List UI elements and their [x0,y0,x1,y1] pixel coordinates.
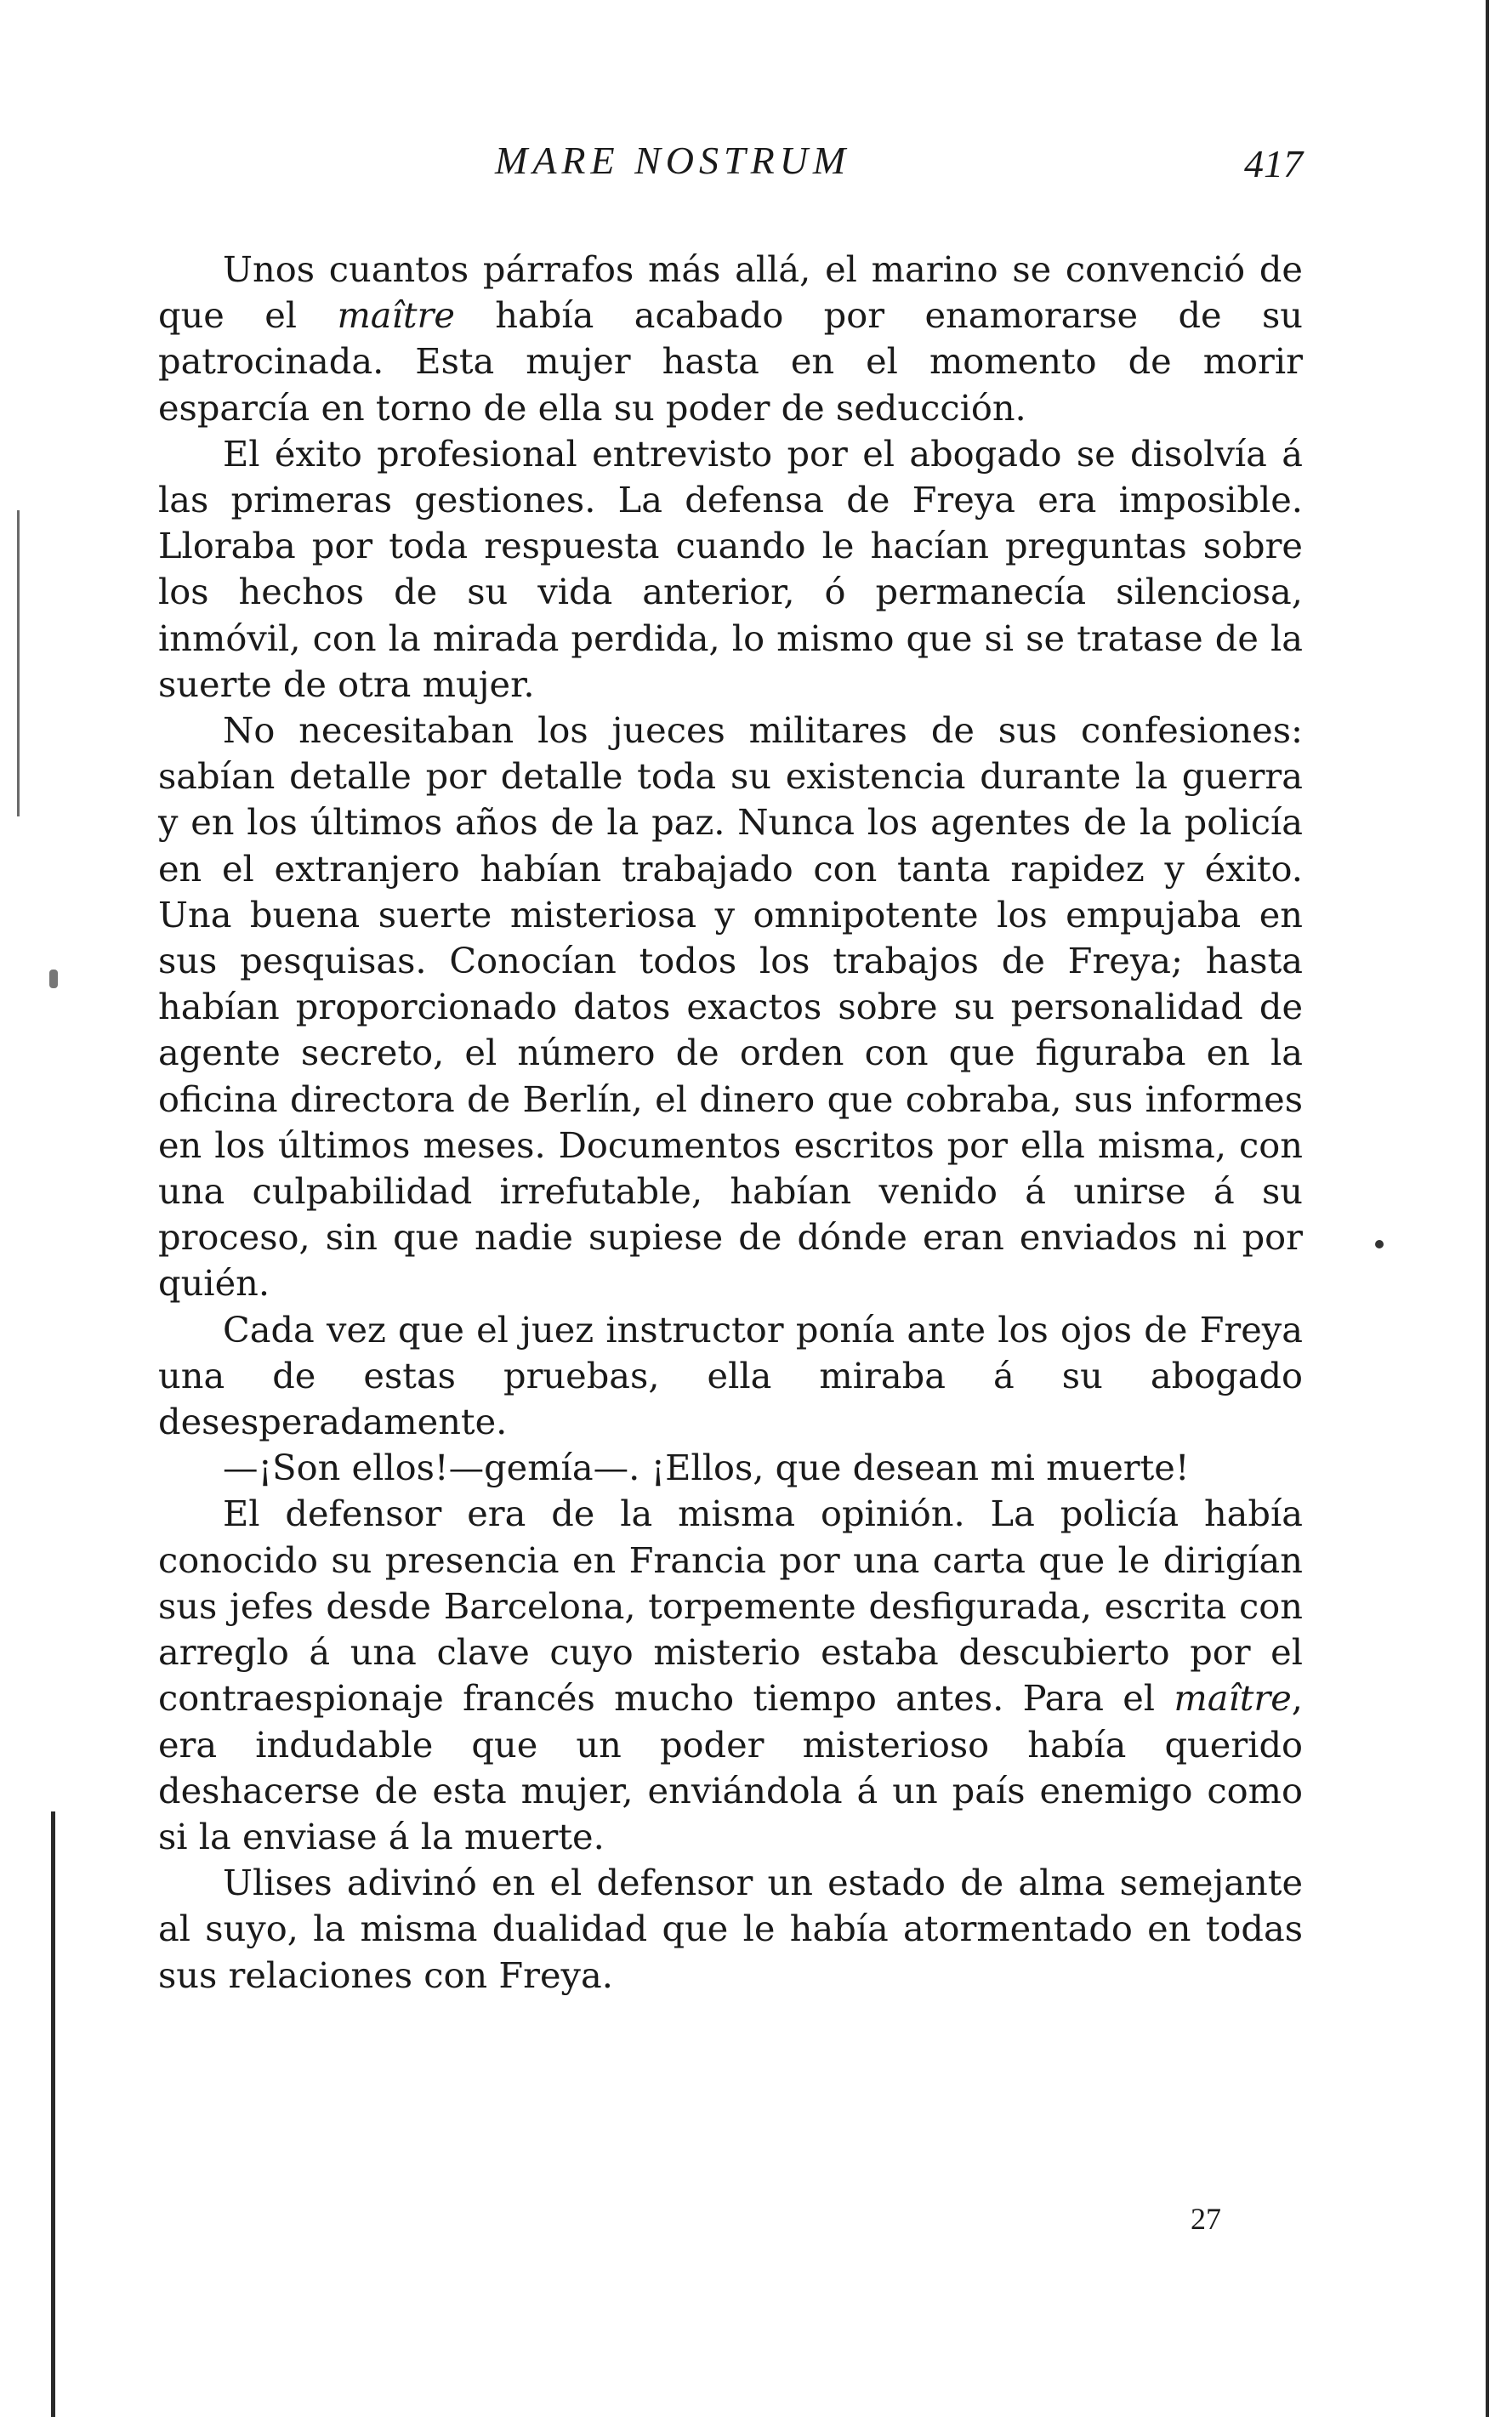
signature-mark: 27 [1191,2202,1221,2236]
scan-edge-left [51,1811,55,2417]
paragraph: No necesitaban los jueces militares de sus confesiones: sabían detalle por detalle toda su existencia durante la guerra y en los últimos años de la paz. Nunca los agentes de la policía en el extranjero habían trabajado con tanta rapidez y éxito. Una buena suerte misteriosa y omnipotente los empujaba en sus pesquisas. Conocían todos los trabajos de Freya; hasta habían proporcionado datos exactos sobre su personalidad de agente secreto, el número de orden con que figuraba en la oficina directora de Berlín, el dinero que cobraba, sus informes en los últimos meses. Documentos escritos por ella misma, con una culpabilidad irrefutable, habían venido á unirse á su proceso, sin que nadie supiese de dónde eran enviados ni por quién. [158,709,1303,1305]
scan-edge-left-faint [17,510,20,816]
body-text [158,247,1303,1999]
ink-dot [1375,1240,1384,1248]
page-number: 417 [1244,142,1303,185]
paragraph: Ulises adivinó en el defensor un estado de alma semejante al suyo, la misma dualidad que le había atormentado en todas sus relaciones con Freya. [158,1862,1303,1996]
scan-speck [49,970,58,988]
paragraph: Unos cuantos párrafos más allá, el marino se convenció de que el maître había acabado por enamorarse de su patrocinada. Esta mujer hasta en el momento de morir esparcía en torno de ella su poder de seducción. [158,248,1303,429]
italic-term: maître [337,294,455,337]
paragraph: El éxito profesional entrevisto por el abogado se disolvía á las primeras gestiones. La defensa de Freya era imposible. Lloraba por toda respuesta cuando le hacían preguntas sobre los hechos de su vida anterior, ó permanecía silenciosa, inmóvil, con la mirada perdida, lo mismo que si se tratase de la suerte de otra mujer. [158,432,1303,705]
dialogue-line: —¡Son ellos!—gemía—. ¡Ellos, que desean mi muerte! [223,1447,1190,1489]
running-title: MARE NOSTRUM [495,139,851,182]
paragraph: El defensor era de la misma opinión. La policía había conocido su presencia en Francia por una carta que le dirigían sus jefes desde Barcelona, torpemente desfigurada, escrita con arreglo á una clave cuyo misterio estaba descubierto por el contraespionaje francés mucho tiempo antes. Para el maître, era indudable que un poder misterioso había querido deshacerse de esta mujer, enviándola á un país enemigo como si la enviase á la muerte. [158,1493,1303,1857]
scan-edge-right [1486,0,1489,2417]
page-header [158,138,1303,192]
italic-term: maître [1174,1677,1292,1720]
paragraph: Cada vez que el juez instructor ponía ante los ojos de Freya una de estas pruebas, ella miraba á su abogado desesperadamente. [158,1308,1303,1443]
